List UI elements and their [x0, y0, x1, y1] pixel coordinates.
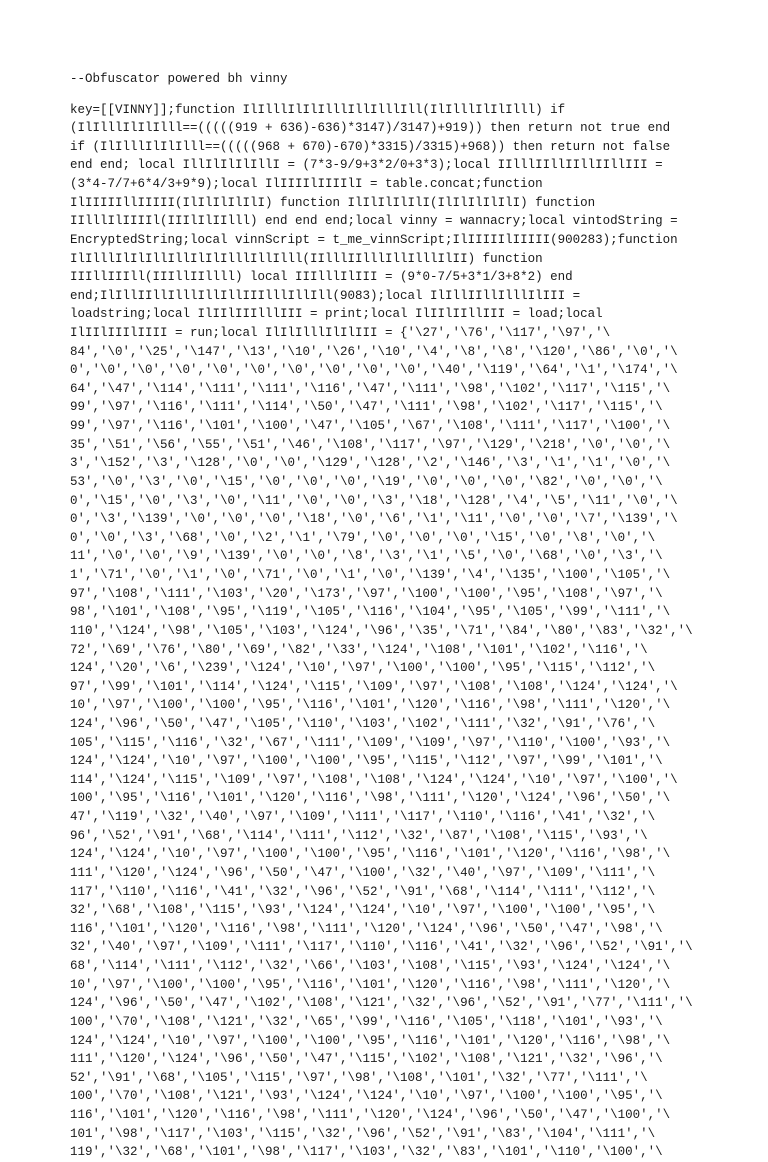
code-line: 64','\47','\114','\111','\111','\116','\47','\111','\98','\102','\117','\115','\ — [70, 381, 671, 396]
code-line: 124','\20','\6','\239','\124','\10','\97','\100','\100','\95','\115','\112','\ — [70, 661, 656, 676]
code-line: 0','\3','\139','\0','\0','\0','\18','\0','\6','\1','\11','\0','\0','\7','\139','\ — [70, 512, 678, 527]
code-line: 84','\0','\25','\147','\13','\10','\26','\10','\4','\8','\8','\120','\86','\0','\ — [70, 344, 678, 359]
code-line: 0','\0','\0','\0','\0','\0','\0','\0','\0','\0','\40','\119','\64','\1','\174','\ — [70, 363, 678, 378]
code-line: 105','\115','\116','\32','\67','\111','\109','\109','\97','\110','\100','\93','\ — [70, 735, 671, 750]
code-line: 100','\70','\108','\121','\93','\124','\124','\10','\97','\100','\100','\95','\ — [70, 1089, 663, 1104]
code-line: 32','\40','\97','\109','\111','\117','\110','\116','\41','\32','\96','\52','\91','\ — [70, 940, 693, 955]
code-line: 124','\124','\10','\97','\100','\100','\95','\116','\101','\120','\116','\98','\ — [70, 1033, 671, 1048]
code-line: IlIIlIIIlIIII = run;local IlIlIlllIlIlIII = {'\27','\76','\117','\97','\ — [70, 325, 611, 340]
code-line: 0','\0','\3','\68','\0','\2','\1','\79','\0','\0','\0','\15','\0','\8','\0','\ — [70, 530, 656, 545]
code-line: EncryptedString;local vinnScript = t_me_vinnScript;IlIIIIIlIIIII(900283);function — [70, 232, 678, 247]
code-line: 32','\68','\108','\115','\93','\124','\124','\10','\97','\100','\100','\95','\ — [70, 903, 656, 918]
code-line: 97','\108','\111','\103','\20','\173','\97','\100','\100','\95','\108','\97','\ — [70, 586, 663, 601]
code-line: 53','\0','\3','\0','\15','\0','\0','\0','\19','\0','\0','\0','\82','\0','\0','\ — [70, 474, 663, 489]
code-line: 114','\124','\115','\109','\97','\108','\108','\124','\124','\10','\97','\100','\ — [70, 772, 678, 787]
code-line: 111','\120','\124','\96','\50','\47','\100','\32','\40','\97','\109','\111','\ — [70, 865, 656, 880]
code-line: end;IlIllIIllIlllIllIllIIIlllIllIll(9083);local IlIllIIllIlllIlIII = — [70, 288, 581, 303]
code-line: 68','\114','\111','\112','\32','\66','\103','\108','\115','\93','\124','\124','\ — [70, 959, 671, 973]
code-line: 98','\101','\108','\95','\119','\105','\116','\104','\95','\105','\99','\111','\ — [70, 605, 671, 620]
code-line: 100','\95','\116','\101','\120','\116','\98','\111','\120','\124','\96','\50','\ — [70, 791, 671, 806]
obfuscator-header-comment: --Obfuscator powered bh vinny — [70, 72, 288, 86]
code-line: IlIlllIlIlIllIllIlIlIlllIllIlll(IIlllIIlllIllIlllIlII) function — [70, 251, 543, 266]
code-line: 1','\71','\0','\1','\0','\71','\0','\1','\0','\139','\4','\135','\100','\105','\ — [70, 568, 671, 582]
code-line: loadstring;local IlIIlIIIlllIII = print;local IlIIlIIllIII = load;local — [70, 307, 603, 322]
document-page — [70, 0, 700, 1160]
code-line: (3*4-7/7+6*4/3+9*9);local IlIIIIlIIIIlI = table.concat;function — [70, 177, 543, 191]
code-line: 124','\96','\50','\47','\102','\108','\121','\32','\96','\52','\91','\77','\111','\ — [70, 996, 693, 1011]
code-line: key=[[VINNY]];function IlIlllIlIlIlllIllIlllIll(IlIlllIlIlIlll) if — [70, 102, 566, 117]
code-line: 119','\32','\68','\101','\98','\117','\103','\32','\83','\101','\110','\100','\ — [70, 1145, 663, 1160]
code-line: 100','\70','\108','\121','\32','\65','\99','\116','\105','\118','\101','\93','\ — [70, 1014, 663, 1029]
code-line: 10','\97','\100','\100','\95','\116','\101','\120','\116','\98','\111','\120','\ — [70, 698, 671, 713]
code-line: IIIllIIIll(IIIllIIllll) local IIIlllIlIII = (9*0-7/5+3*1/3+8*2) end — [70, 270, 573, 285]
code-line: 117','\110','\116','\41','\32','\96','\52','\91','\68','\114','\111','\112','\ — [70, 884, 656, 899]
code-line: 116','\101','\120','\116','\98','\111','\120','\124','\96','\50','\47','\98','\ — [70, 921, 663, 936]
code-line: (IlIlllIlIlIlll==(((((919 + 636)-636)*3147)/3147)+919)) then return not true end — [70, 121, 671, 136]
code-line: 96','\52','\91','\68','\114','\111','\112','\32','\87','\108','\115','\93','\ — [70, 828, 648, 843]
code-line: 11','\0','\0','\9','\139','\0','\0','\8','\3','\1','\5','\0','\68','\0','\3','\ — [70, 549, 663, 564]
code-line: 124','\124','\10','\97','\100','\100','\95','\116','\101','\120','\116','\98','\ — [70, 847, 671, 862]
code-line: 72','\69','\76','\80','\69','\82','\33','\124','\108','\101','\102','\116','\ — [70, 642, 648, 657]
code-line: end end; local IllIlIlIlIllI = (7*3-9/9+3*2/0+3*3);local IIlllIIllIIllIIllIII = — [70, 158, 663, 173]
code-line: 52','\91','\68','\105','\115','\97','\98','\108','\101','\32','\77','\111','\ — [70, 1070, 648, 1085]
code-line: if (IlIlllIlIlIlll==(((((968 + 670)-670)*3315)/3315)+968)) then return not false — [70, 139, 671, 154]
code-line: 35','\51','\56','\55','\51','\46','\108','\117','\97','\129','\218','\0','\0','\ — [70, 437, 671, 452]
code-line: 124','\96','\50','\47','\105','\110','\103','\102','\111','\32','\91','\76','\ — [70, 717, 656, 731]
code-line: 47','\119','\32','\40','\97','\109','\111','\117','\110','\116','\41','\32','\ — [70, 810, 656, 825]
code-line: 111','\120','\124','\96','\50','\47','\115','\102','\108','\121','\32','\96','\ — [70, 1052, 663, 1067]
code-line: 99','\97','\116','\101','\100','\47','\105','\67','\108','\111','\117','\100','\ — [70, 419, 671, 433]
code-line: 110','\124','\98','\105','\103','\124','\96','\35','\71','\84','\80','\83','\32','\ — [70, 623, 693, 638]
code-line: 116','\101','\120','\116','\98','\111','\120','\124','\96','\50','\47','\100','\ — [70, 1108, 671, 1122]
code-line: 124','\124','\10','\97','\100','\100','\95','\115','\112','\97','\99','\101','\ — [70, 754, 663, 769]
code-line: 10','\97','\100','\100','\95','\116','\101','\120','\116','\98','\111','\120','\ — [70, 977, 671, 992]
code-line: 0','\15','\0','\3','\0','\11','\0','\0','\3','\18','\128','\4','\5','\11','\0','\ — [70, 493, 678, 508]
code-line: IlIIIIIllIIIII(IlIlIlIlIlI) function IlIlIlIlIlI(IlIlIlIlIlI) function — [70, 195, 596, 210]
code-line: IIlllIlIIIIl(IIIlIlIIlll) end end end;local vinny = wannacry;local vintodString = — [70, 214, 678, 229]
code-line: 99','\97','\116','\111','\114','\50','\47','\111','\98','\102','\117','\115','\ — [70, 400, 663, 415]
code-line: 3','\152','\3','\128','\0','\0','\129','\128','\2','\146','\3','\1','\1','\0','\ — [70, 456, 671, 471]
code-line: 101','\98','\117','\103','\115','\32','\96','\52','\91','\83','\104','\111','\ — [70, 1126, 656, 1141]
code-line: 97','\99','\101','\114','\124','\115','\109','\97','\108','\108','\124','\124','\ — [70, 679, 678, 694]
